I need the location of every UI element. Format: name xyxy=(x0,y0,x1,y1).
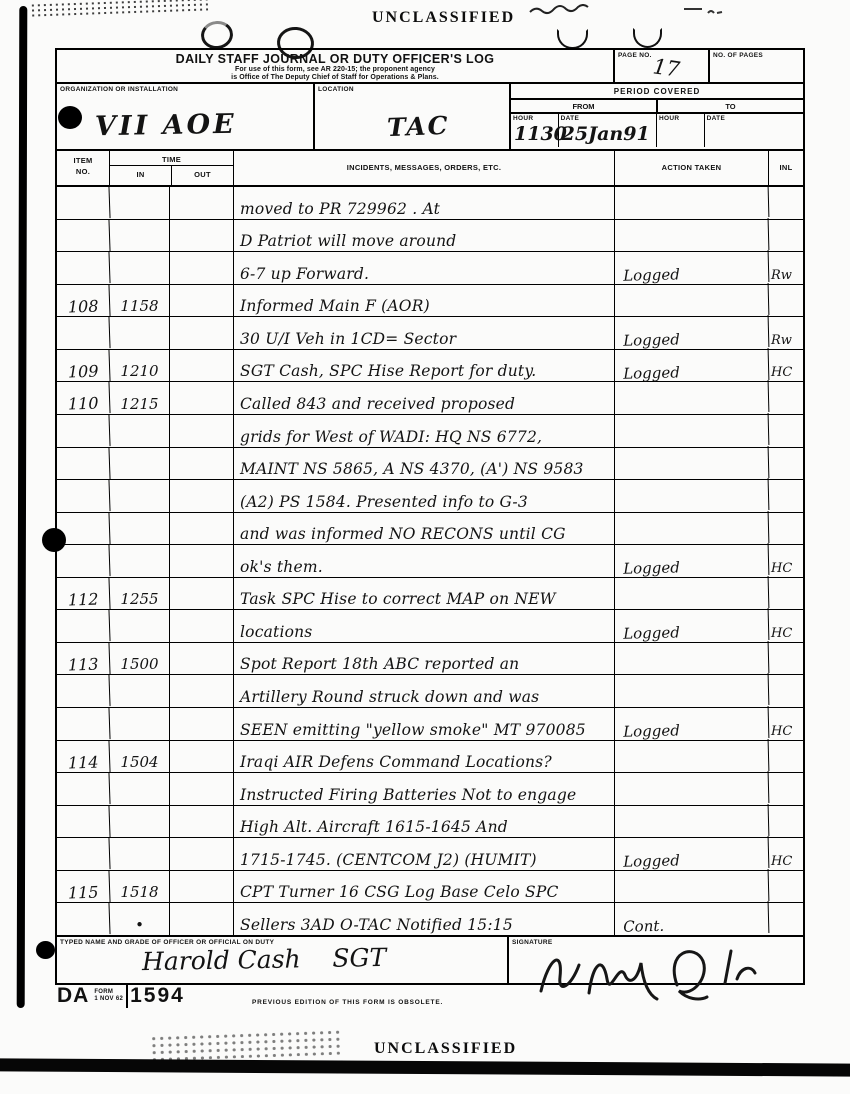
action-cell: Logged xyxy=(615,706,770,742)
from-date-cell xyxy=(559,114,657,147)
initials-cell: HC xyxy=(771,365,793,381)
action-cell: Logged xyxy=(615,348,770,384)
incident-cell: Artillery Round struck down and was xyxy=(234,675,615,707)
hole-punch-ring xyxy=(199,19,235,51)
table-row xyxy=(57,448,803,481)
time-in-cell: 1158 xyxy=(110,285,170,317)
item-no-cell: 109 xyxy=(56,349,110,382)
period-covered-label: PERIOD COVERED xyxy=(511,84,803,100)
location-box xyxy=(313,84,509,149)
organization-value: VII AOE xyxy=(94,108,237,143)
table-row xyxy=(57,871,803,904)
form-id-da: DA xyxy=(57,984,90,1007)
table-row xyxy=(57,317,803,350)
initials-cell xyxy=(769,871,803,903)
table-row xyxy=(57,285,803,318)
initials-cell xyxy=(769,643,803,675)
time-out-cell xyxy=(170,806,234,838)
action-cell xyxy=(615,511,770,547)
incident-cell: (A2) PS 1584. Presented info to G-3 xyxy=(234,480,615,512)
classification-banner-top: UNCLASSIFIED xyxy=(372,9,516,26)
page-no-label: PAGE NO. xyxy=(618,52,652,59)
item-no-cell: 110 xyxy=(56,381,110,414)
time-out-cell xyxy=(170,513,234,545)
time-out-cell xyxy=(170,350,234,382)
page-no-box xyxy=(613,50,708,84)
form-subtitle-line1: For use of this form, see AR 220-15; the proponent agency xyxy=(235,66,435,73)
initials-cell xyxy=(769,285,803,317)
action-cell xyxy=(615,283,770,319)
incident-cell: Task SPC Hise to correct MAP on NEW xyxy=(234,578,615,610)
table-row xyxy=(57,513,803,546)
time-out-cell xyxy=(170,610,234,642)
table-row xyxy=(57,708,803,741)
page-no-value: 17 xyxy=(651,54,682,82)
action-cell xyxy=(615,869,770,905)
initials-cell xyxy=(769,578,803,610)
time-out-cell xyxy=(170,187,234,219)
form-id-line xyxy=(57,984,185,1008)
incident-cell: moved to PR 729962 . At xyxy=(234,187,615,219)
typed-name-value: Harold Cash SGT xyxy=(141,942,387,977)
log-table-header xyxy=(57,151,803,187)
time-in-cell: 1255 xyxy=(110,578,170,610)
action-cell: Logged xyxy=(615,250,770,286)
table-row xyxy=(57,220,803,253)
no-of-pages-box xyxy=(708,50,803,84)
initials-cell: Rw xyxy=(771,267,792,283)
initials-cell: HC xyxy=(771,723,793,739)
from-hour-cell xyxy=(511,114,567,147)
typed-name-box xyxy=(57,937,509,983)
initials-cell: HC xyxy=(771,625,793,641)
ink-smudge-curve xyxy=(557,29,588,49)
hole-punch-dot xyxy=(36,941,55,959)
date-label: DATE xyxy=(560,115,580,122)
incident-cell: Informed Main F (AOR) xyxy=(234,285,615,317)
action-cell xyxy=(615,739,770,775)
time-out-cell xyxy=(170,480,234,512)
time-out-cell xyxy=(170,643,234,675)
scan-noise-bottom xyxy=(150,1029,341,1062)
table-row xyxy=(57,773,803,806)
item-no-cell: 112 xyxy=(56,577,110,610)
organization-label: ORGANIZATION OR INSTALLATION xyxy=(60,86,179,93)
action-cell: Logged xyxy=(615,836,770,872)
table-row xyxy=(57,806,803,839)
action-cell xyxy=(615,413,770,449)
action-cell xyxy=(615,673,770,709)
table-row xyxy=(57,741,803,774)
hour-label: HOUR xyxy=(513,115,534,122)
initials-cell xyxy=(769,513,803,545)
time-in-cell xyxy=(110,252,170,284)
scan-edge-bar-bottom xyxy=(0,1058,850,1076)
date-label: DATE xyxy=(706,115,726,122)
to-hour-cell xyxy=(657,114,705,147)
item-no-cell xyxy=(56,479,110,512)
time-in-cell xyxy=(110,773,170,805)
initials-cell xyxy=(769,741,803,773)
table-row xyxy=(57,415,803,448)
to-date-cell xyxy=(705,114,803,147)
action-cell xyxy=(615,641,770,677)
incident-cell: SEEN emitting "yellow smoke" MT 970085 xyxy=(234,708,615,740)
time-in-cell xyxy=(110,838,170,870)
initials-cell xyxy=(769,806,803,838)
time-header-label: TIME xyxy=(110,151,233,166)
table-row xyxy=(57,382,803,415)
organization-box xyxy=(57,84,313,149)
time-out-cell xyxy=(170,871,234,903)
incident-cell: grids for West of WADI: HQ NS 6772, xyxy=(234,415,615,447)
item-no-cell xyxy=(56,902,110,935)
item-no-cell xyxy=(56,837,110,870)
initials-header: INL xyxy=(779,163,793,172)
time-header xyxy=(110,151,234,185)
table-row xyxy=(57,350,803,383)
initials-cell: HC xyxy=(771,853,793,869)
time-in-cell xyxy=(110,806,170,838)
action-cell xyxy=(615,771,770,807)
action-cell xyxy=(615,218,770,254)
form-title: DAILY STAFF JOURNAL OR DUTY OFFICER'S LOG xyxy=(175,52,495,66)
action-cell xyxy=(615,478,770,514)
classification-banner-bottom: UNCLASSIFIED xyxy=(374,1040,518,1057)
form-title-block xyxy=(57,50,613,84)
time-in-cell xyxy=(110,708,170,740)
time-out-cell xyxy=(170,838,234,870)
typed-name-label: TYPED NAME AND GRADE OF OFFICER OR OFFICIAL ON DUTY xyxy=(60,939,275,946)
time-in-cell: 1500 xyxy=(110,643,170,675)
item-no-cell xyxy=(56,219,110,252)
time-in-header: IN xyxy=(110,166,172,185)
hour-label: HOUR xyxy=(659,115,680,122)
time-out-cell xyxy=(170,675,234,707)
time-out-cell xyxy=(170,382,234,414)
signature-label: SIGNATURE xyxy=(512,939,553,946)
time-in-cell: • xyxy=(110,903,170,935)
da-form-1594 xyxy=(55,48,805,985)
initials-cell xyxy=(769,448,803,480)
item-no-cell: 113 xyxy=(56,642,110,675)
location-value: TAC xyxy=(386,110,451,143)
form-subtitle-line2: is Office of The Deputy Chief of Staff for Operations & Plans. xyxy=(231,74,439,82)
table-row xyxy=(57,838,803,871)
action-taken-header: ACTION TAKEN xyxy=(615,151,769,185)
scan-squiggle xyxy=(528,4,590,16)
item-no-cell: 115 xyxy=(56,870,110,903)
hour-date-row xyxy=(511,114,803,147)
incident-cell: CPT Turner 16 CSG Log Base Celo SPC xyxy=(234,871,615,903)
item-no-cell xyxy=(56,186,110,219)
time-out-cell xyxy=(170,708,234,740)
initials-cell xyxy=(769,675,803,707)
no-of-pages-label: NO. OF PAGES xyxy=(713,52,764,59)
item-no-cell xyxy=(56,251,110,284)
table-body xyxy=(57,187,803,935)
item-no-cell xyxy=(56,772,110,805)
time-in-cell xyxy=(110,448,170,480)
form-header-row xyxy=(57,50,803,84)
action-cell xyxy=(615,576,770,612)
incident-cell: and was informed NO RECONS until CG xyxy=(234,513,615,545)
table-row xyxy=(57,578,803,611)
incident-cell: SGT Cash, SPC Hise Report for duty. xyxy=(234,350,615,382)
form-id-number: 1594 xyxy=(126,984,185,1008)
time-in-cell xyxy=(110,480,170,512)
time-in-cell: 1215 xyxy=(110,382,170,414)
time-out-cell xyxy=(170,578,234,610)
period-covered-box xyxy=(509,84,803,149)
item-no-cell xyxy=(56,414,110,447)
action-cell: Logged xyxy=(615,608,770,644)
time-out-cell xyxy=(170,903,234,935)
time-out-cell xyxy=(170,741,234,773)
incidents-header: INCIDENTS, MESSAGES, ORDERS, ETC. xyxy=(234,151,615,185)
time-in-cell xyxy=(110,675,170,707)
incident-cell: locations xyxy=(234,610,615,642)
item-no-header: ITEM NO. xyxy=(57,151,110,185)
signature-box xyxy=(509,937,803,983)
table-row xyxy=(57,480,803,513)
incident-cell: D Patriot will move around xyxy=(234,220,615,252)
table-row xyxy=(57,610,803,643)
incident-cell: Called 843 and received proposed xyxy=(234,382,615,414)
from-date-value: 25Jan91 xyxy=(561,123,650,145)
incident-cell: 6-7 up Forward. xyxy=(234,252,615,284)
action-cell: Logged xyxy=(615,543,770,579)
item-no-cell: 114 xyxy=(56,740,110,773)
item-no-cell xyxy=(56,447,110,480)
table-row xyxy=(57,675,803,708)
time-out-cell xyxy=(170,545,234,577)
item-no-cell xyxy=(56,609,110,642)
from-label: FROM xyxy=(511,100,658,112)
incident-cell: MAINT NS 5865, A NS 4370, (A') NS 9583 xyxy=(234,448,615,480)
time-out-cell xyxy=(170,415,234,447)
item-no-cell xyxy=(56,512,110,545)
signature-scrawl xyxy=(527,939,777,1011)
time-in-cell xyxy=(110,220,170,252)
to-label: TO xyxy=(725,102,736,111)
initials-cell xyxy=(769,415,803,447)
time-in-cell xyxy=(110,610,170,642)
time-in-cell xyxy=(110,317,170,349)
from-hour-value: 1130 xyxy=(514,123,567,145)
scan-dash-mark xyxy=(682,5,728,17)
table-row xyxy=(57,187,803,220)
initials-cell xyxy=(769,220,803,252)
item-no-cell xyxy=(56,316,110,349)
time-out-cell xyxy=(170,317,234,349)
location-label: LOCATION xyxy=(318,86,354,93)
incident-cell: 1715-1745. (CENTCOM J2) (HUMIT) xyxy=(234,838,615,870)
table-row xyxy=(57,545,803,578)
time-in-cell xyxy=(110,513,170,545)
time-out-cell xyxy=(170,285,234,317)
time-in-cell xyxy=(110,545,170,577)
obsolete-note: PREVIOUS EDITION OF THIS FORM IS OBSOLETE. xyxy=(252,999,444,1006)
item-no-cell xyxy=(56,707,110,740)
table-row xyxy=(57,252,803,285)
action-cell: Logged xyxy=(615,315,770,351)
ink-smudge-curve xyxy=(633,28,662,48)
scan-edge-bar xyxy=(17,6,28,1008)
action-cell: Cont. xyxy=(615,901,770,937)
item-no-cell xyxy=(56,675,110,708)
table-row xyxy=(57,903,803,935)
org-location-period-row xyxy=(57,84,803,151)
action-cell xyxy=(615,380,770,416)
initials-cell: Rw xyxy=(771,332,792,348)
initials-cell xyxy=(769,187,803,219)
table-row xyxy=(57,643,803,676)
item-no-cell xyxy=(56,805,110,838)
incident-cell: Instructed Firing Batteries Not to engage xyxy=(234,773,615,805)
incident-cell: High Alt. Aircraft 1615-1645 And xyxy=(234,806,615,838)
incident-cell: ok's them. xyxy=(234,545,615,577)
time-out-header: OUT xyxy=(194,170,211,179)
action-cell xyxy=(615,445,770,481)
time-in-cell xyxy=(110,187,170,219)
from-to-row xyxy=(511,100,803,114)
time-in-cell: 1518 xyxy=(110,871,170,903)
time-in-cell: 1210 xyxy=(110,350,170,382)
time-out-cell xyxy=(170,220,234,252)
action-cell xyxy=(615,185,770,221)
time-in-cell: 1504 xyxy=(110,741,170,773)
time-out-cell xyxy=(170,773,234,805)
time-in-cell xyxy=(110,415,170,447)
scan-noise-top xyxy=(30,0,208,19)
initials-cell xyxy=(769,773,803,805)
form-id-edition: FORM 1 NOV 62 xyxy=(94,989,124,1003)
incident-cell: 30 U/I Veh in 1CD= Sector xyxy=(234,317,615,349)
initials-cell xyxy=(769,382,803,414)
time-out-cell xyxy=(170,448,234,480)
initials-cell: HC xyxy=(771,560,793,576)
time-out-cell xyxy=(170,252,234,284)
incident-cell: Sellers 3AD O-TAC Notified 15:15 xyxy=(234,903,615,935)
signature-row xyxy=(57,935,803,983)
incident-cell: Iraqi AIR Defens Command Locations? xyxy=(234,741,615,773)
initials-cell xyxy=(769,480,803,512)
item-no-cell: 108 xyxy=(56,284,110,317)
item-no-cell xyxy=(56,544,110,577)
incident-cell: Spot Report 18th ABC reported an xyxy=(234,643,615,675)
initials-cell xyxy=(769,903,803,935)
action-cell xyxy=(615,804,770,840)
